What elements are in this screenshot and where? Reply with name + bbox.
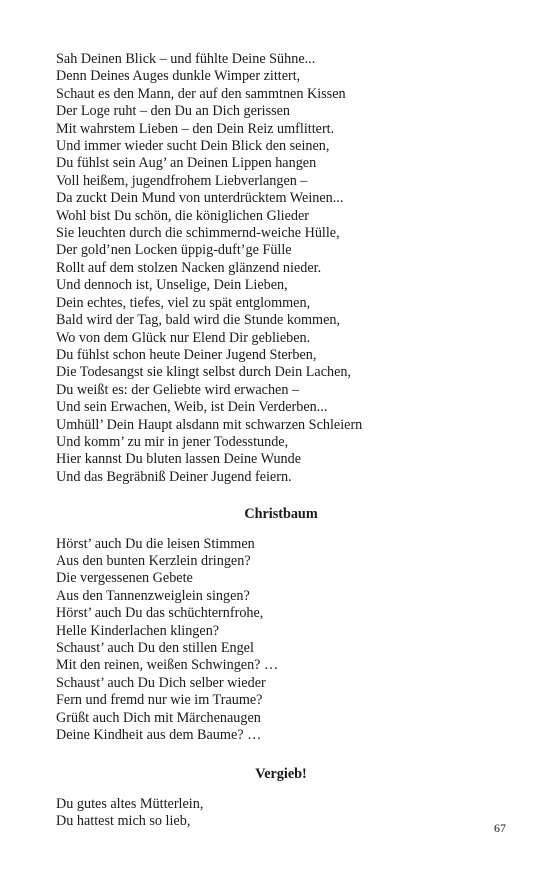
poem-line: Und dennoch ist, Unselige, Dein Lieben, (56, 277, 288, 294)
poem-line: Helle Kinderlachen klingen? (56, 622, 220, 639)
poem-line: Deine Kindheit aus dem Baume? … (56, 727, 262, 744)
poem-line: Du fühlst sein Aug’ an Deinen Lippen hangen (56, 155, 317, 172)
poem-line: Wo von dem Glück nur Elend Dir geblieben. (56, 329, 311, 346)
poem-line: Der Loge ruht – den Du an Dich gerissen (56, 103, 291, 120)
poem-stanza-1 (56, 51, 506, 486)
poem-title-vergieb: Vergieb! (255, 766, 307, 783)
poem-line: Und sein Erwachen, Weib, ist Dein Verderben... (56, 399, 328, 416)
poem-line: Sah Deinen Blick – und fühlte Deine Sühne... (56, 51, 316, 67)
poem-line: Mit den reinen, weißen Schwingen? … (56, 657, 279, 674)
poem-line: Hörst’ auch Du das schüchternfrohe, (56, 605, 264, 622)
poem-line: Fern und fremd nur wie im Traume? (56, 692, 263, 709)
poem-line: Die Todesangst sie klingt selbst durch Dein Lachen, (56, 364, 352, 381)
poem-stanza-christbaum (56, 536, 506, 745)
poem-line: Hier kannst Du bluten lassen Deine Wunde (56, 451, 302, 468)
poem-line: Aus den bunten Kerzlein dringen? (56, 552, 251, 569)
poem-title-christbaum: Christbaum (244, 506, 318, 523)
poem-line: Und immer wieder sucht Dein Blick den seinen, (56, 138, 330, 155)
poem-line: Grüßt auch Dich mit Märchenaugen (56, 709, 261, 726)
poem-line: Denn Deines Auges dunkle Wimper zittert, (56, 68, 301, 85)
poem-line: Schaust’ auch Du Dich selber wieder (56, 674, 266, 691)
poem-line: Rollt auf dem stolzen Nacken glänzend nieder. (56, 259, 322, 276)
poem-line: Schaust’ auch Du den stillen Engel (56, 640, 254, 656)
poem-line: Wohl bist Du schön, die königlichen Glieder (56, 207, 310, 224)
poem-line: Du gutes altes Mütterlein, (56, 795, 204, 812)
poem-line: Dein echtes, tiefes, viel zu spät entglommen, (56, 294, 311, 311)
poem-stanza-vergieb (56, 796, 506, 831)
poem-line: Du fühlst schon heute Deiner Jugend Sterben, (56, 346, 317, 363)
poem-line: Hörst’ auch Du die leisen Stimmen (56, 535, 255, 552)
poem-line: Mit wahrstem Lieben – den Dein Reiz umflittert. (56, 120, 335, 137)
poem-line: Aus den Tannenzweiglein singen? (56, 587, 250, 604)
poem-line: Voll heißem, jugendfrohem Liebverlangen – (56, 172, 308, 189)
page-content (56, 51, 506, 831)
poem-line: Da zuckt Dein Mund von unterdrücktem Weinen... (56, 190, 344, 207)
poem-line: Schaut es den Mann, der auf den sammtnen Kissen (56, 85, 346, 102)
poem-line: Und komm’ zu mir in jener Todesstunde, (56, 433, 289, 450)
poem-line: Die vergessenen Gebete (56, 570, 193, 587)
poem-line: Sie leuchten durch die schimmernd-weiche Hülle, (56, 225, 340, 242)
poem-line: Umhüll’ Dein Haupt alsdann mit schwarzen Schleiern (56, 416, 363, 433)
poem-line: Und das Begräbniß Deiner Jugend feiern. (56, 468, 292, 485)
poem-line: Bald wird der Tag, bald wird die Stunde kommen, (56, 312, 341, 329)
poem-line: Du hattest mich so lieb, (56, 813, 191, 830)
page-number: 67 (494, 821, 506, 835)
poem-line: Du weißt es: der Geliebte wird erwachen – (56, 381, 300, 398)
poem-line: Der gold’nen Locken üppig-duft’ge Fülle (56, 242, 292, 259)
